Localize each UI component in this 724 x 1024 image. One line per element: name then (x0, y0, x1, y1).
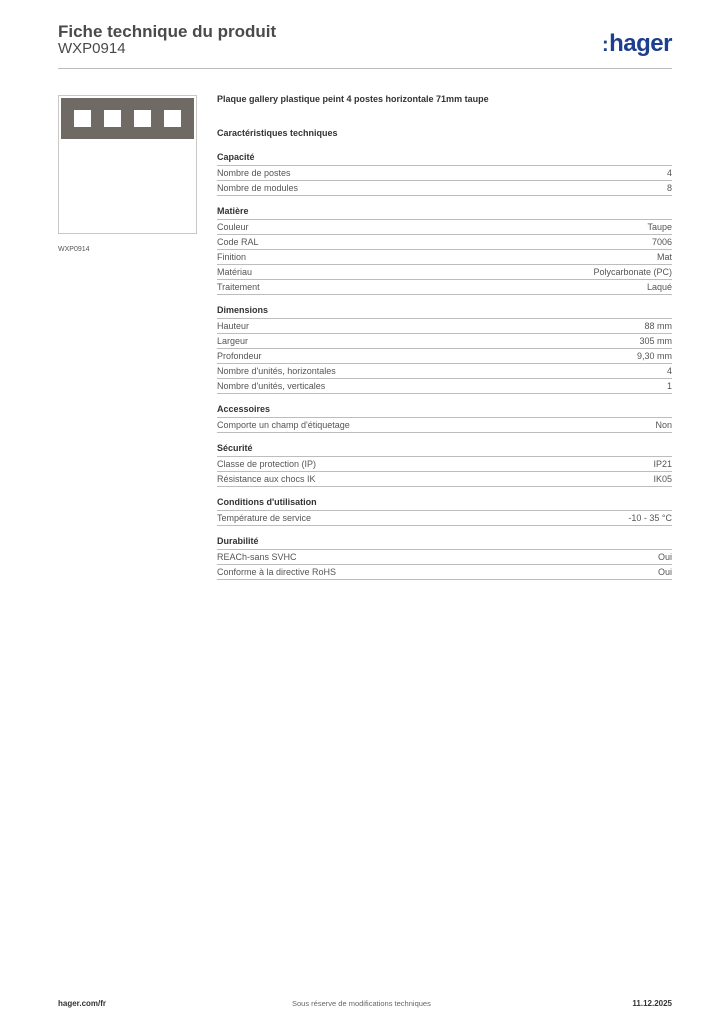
spec-value: IP21 (653, 459, 672, 469)
spec-section (217, 497, 672, 526)
spec-row (217, 250, 672, 265)
spec-row (217, 418, 672, 433)
footer-notice: Sous réserve de modifications techniques (292, 999, 431, 1008)
section-title: Capacité (217, 152, 672, 166)
spec-label: Finition (217, 252, 247, 262)
spec-label: Profondeur (217, 351, 262, 361)
image-caption: WXP0914 (58, 246, 90, 253)
spec-label: Nombre d'unités, horizontales (217, 366, 336, 376)
spec-row (217, 265, 672, 280)
spec-label: Couleur (217, 222, 249, 232)
spec-value: 305 mm (639, 336, 672, 346)
spec-section (217, 152, 672, 196)
spec-value: Oui (657, 552, 672, 562)
spec-value: 8 (666, 183, 672, 193)
spec-value: 88 mm (644, 321, 672, 331)
spec-value: Oui (657, 567, 672, 577)
spec-row (217, 511, 672, 526)
spec-value: Polycarbonate (PC) (593, 267, 672, 277)
spec-section (217, 536, 672, 580)
footer-date: 11.12.2025 (632, 999, 672, 1008)
header-divider (58, 68, 672, 69)
spec-row (217, 565, 672, 580)
spec-value: 4 (666, 366, 672, 376)
spec-row (217, 319, 672, 334)
spec-row (217, 457, 672, 472)
footer-website: hager.com/fr (58, 999, 107, 1008)
spec-row (217, 364, 672, 379)
spec-label: Hauteur (217, 321, 250, 331)
spec-label: Résistance aux chocs IK (217, 474, 316, 484)
spec-label: Classe de protection (IP) (217, 459, 317, 469)
spec-label: Nombre d'unités, verticales (217, 381, 326, 391)
spec-content (217, 94, 672, 580)
plate-slot (134, 110, 151, 127)
spec-label: Traitement (217, 282, 260, 292)
spec-label: Température de service (217, 513, 312, 523)
spec-value: Laqué (646, 282, 672, 292)
spec-row (217, 220, 672, 235)
hager-logo: :hager (601, 30, 672, 57)
spec-row (217, 349, 672, 364)
spec-label: Matériau (217, 267, 253, 277)
spec-label: Nombre de postes (217, 168, 291, 178)
section-title: Accessoires (217, 404, 672, 418)
section-title: Dimensions (217, 305, 672, 319)
plate-slot (104, 110, 121, 127)
spec-label: Conforme à la directive RoHS (217, 567, 337, 577)
tech-specs-heading: Caractéristiques techniques (217, 128, 338, 138)
section-title: Durabilité (217, 536, 672, 550)
page-title: Fiche technique du produit (58, 22, 277, 41)
spec-value: -10 - 35 °C (628, 513, 672, 523)
spec-value: Mat (656, 252, 672, 262)
spec-section (217, 305, 672, 394)
plate-slot (74, 110, 91, 127)
spec-value: Non (655, 420, 672, 430)
spec-value: 7006 (651, 237, 672, 247)
spec-label: Nombre de modules (217, 183, 299, 193)
product-image (58, 95, 197, 234)
spec-label: Largeur (217, 336, 249, 346)
spec-row (217, 379, 672, 394)
section-title: Conditions d'utilisation (217, 497, 672, 511)
spec-row (217, 235, 672, 250)
section-title: Sécurité (217, 443, 672, 457)
spec-row (217, 166, 672, 181)
product-title: Plaque gallery plastique peint 4 postes horizontale 71mm taupe (217, 94, 489, 104)
section-title: Matière (217, 206, 672, 220)
spec-sections (217, 152, 672, 580)
spec-row (217, 334, 672, 349)
spec-row (217, 280, 672, 295)
spec-label: Comporte un champ d'étiquetage (217, 420, 350, 430)
spec-value: IK05 (653, 474, 672, 484)
spec-row (217, 472, 672, 487)
spec-label: Code RAL (217, 237, 259, 247)
product-reference: WXP0914 (58, 40, 126, 57)
spec-row (217, 181, 672, 196)
spec-value: 4 (666, 168, 672, 178)
plate-illustration (61, 98, 194, 139)
spec-label: REACh-sans SVHC (217, 552, 297, 562)
logo-text: hager (609, 30, 672, 57)
spec-value: Taupe (647, 222, 672, 232)
spec-section (217, 443, 672, 487)
spec-section (217, 206, 672, 295)
plate-slot (164, 110, 181, 127)
spec-section (217, 404, 672, 433)
spec-value: 1 (666, 381, 672, 391)
spec-value: 9,30 mm (636, 351, 672, 361)
spec-row (217, 550, 672, 565)
